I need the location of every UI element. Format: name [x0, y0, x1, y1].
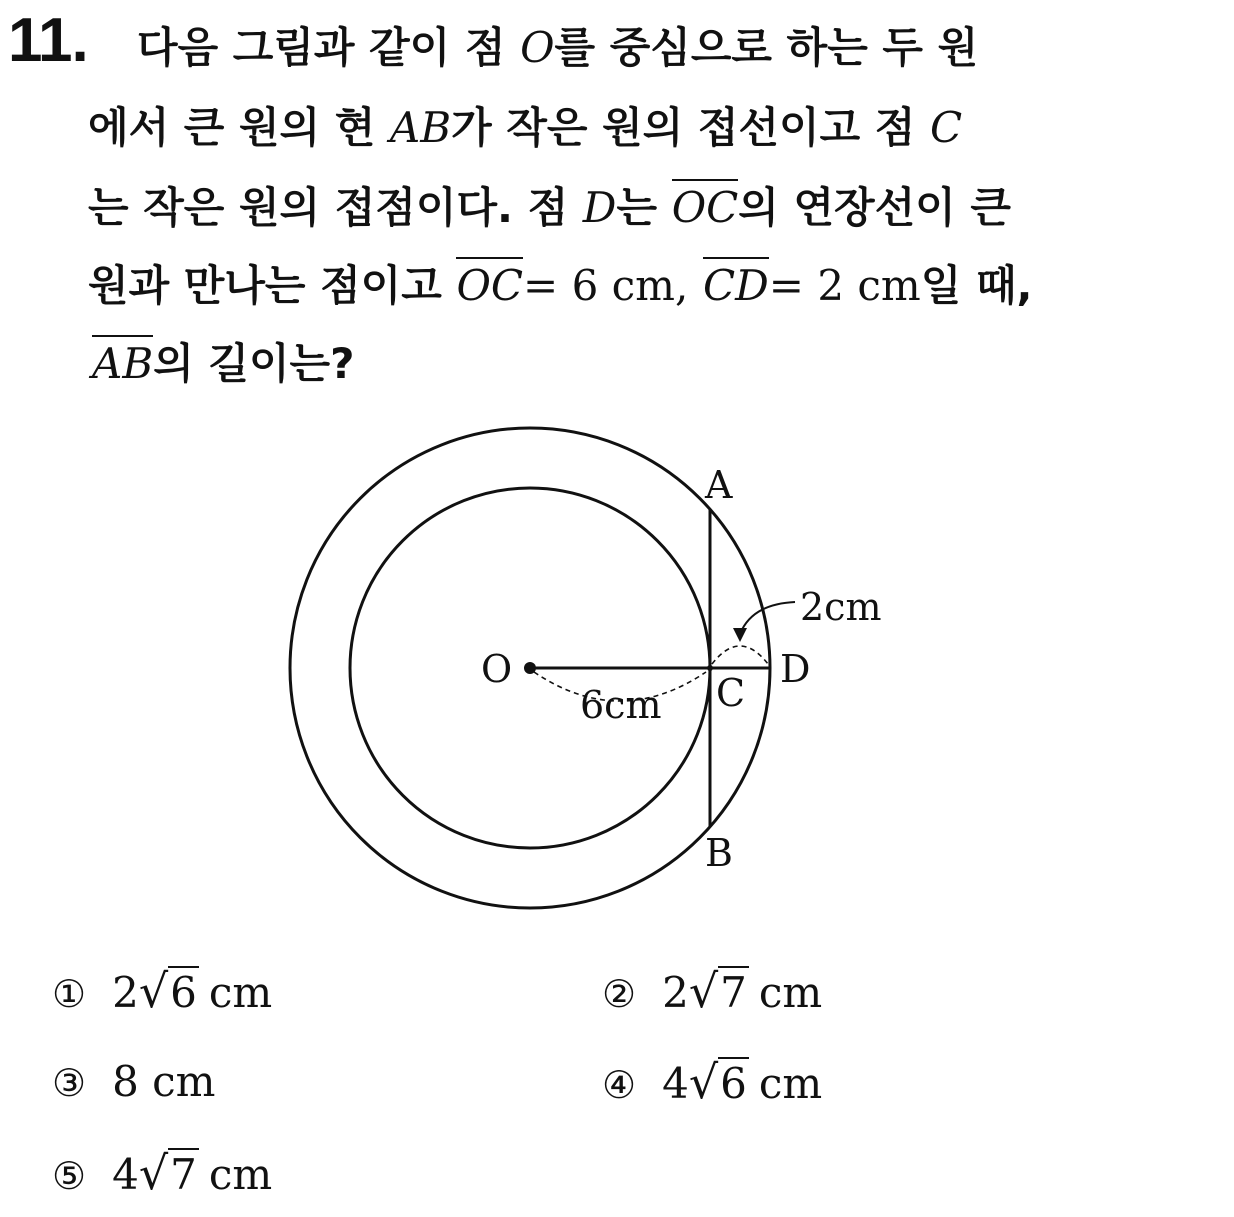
segment-oc: OC — [456, 257, 523, 310]
math-var: O — [520, 23, 555, 72]
question-text: 는 — [616, 183, 672, 232]
choice-value: 8 cm — [112, 1057, 216, 1106]
question-text: 에서 큰 원의 현 — [88, 103, 390, 152]
length-value: = 6 cm, — [523, 261, 689, 310]
segment-cd: CD — [703, 257, 769, 310]
choice-unit: cm — [208, 968, 273, 1017]
cd-dimension-arc — [712, 646, 768, 664]
choice-unit: cm — [758, 1059, 823, 1108]
question-text: 다음 그림과 같이 점 — [137, 23, 521, 72]
sqrt-icon: √7 — [138, 1146, 197, 1200]
choice-number: ⑤ — [52, 1154, 87, 1198]
choice-number: ④ — [602, 1063, 637, 1107]
question-text: 가 작은 원의 접선이고 점 — [451, 103, 930, 152]
tangent-point-c — [707, 665, 713, 671]
choice-coefficient: 2 — [112, 968, 139, 1017]
length-value: = 2 cm — [768, 261, 921, 310]
segment-oc: OC — [672, 179, 739, 232]
question-text: 일 때, — [920, 261, 1033, 310]
choice-1[interactable] — [52, 963, 272, 1022]
choice-unit: cm — [758, 968, 823, 1017]
choice-unit: cm — [208, 1150, 273, 1199]
choice-number: ② — [602, 972, 637, 1016]
question-text: 의 길이는? — [153, 339, 355, 388]
segment-ab: AB — [92, 335, 153, 388]
label-d: D — [780, 647, 811, 691]
question-number: 11. — [8, 6, 88, 75]
sqrt-icon: √7 — [688, 964, 747, 1018]
question-text: 를 중심으로 하는 두 원 — [554, 23, 979, 72]
sqrt-icon: √6 — [138, 964, 197, 1018]
choice-radicand: 7 — [720, 968, 747, 1017]
choice-radicand: 6 — [720, 1059, 747, 1108]
label-a: A — [705, 463, 733, 507]
choice-number: ③ — [52, 1061, 87, 1105]
question-text: 는 작은 원의 접점이다. 점 — [88, 183, 583, 232]
sqrt-icon: √6 — [688, 1055, 747, 1109]
label-b: B — [705, 831, 733, 875]
math-var: AB — [389, 103, 452, 152]
label-cd-length: 2cm — [800, 585, 882, 629]
question-text: 원과 만나는 점이고 — [88, 261, 457, 310]
math-var: D — [582, 183, 617, 232]
choice-3[interactable] — [52, 1054, 216, 1111]
choice-2[interactable] — [602, 963, 822, 1022]
choice-coefficient: 2 — [662, 968, 689, 1017]
label-oc-length: 6cm — [580, 683, 662, 727]
choice-number: ① — [52, 972, 87, 1016]
choice-radicand: 7 — [170, 1150, 197, 1199]
question-text: 의 연장선이 큰 — [738, 183, 1011, 232]
label-o: O — [481, 647, 513, 691]
choice-coefficient: 4 — [662, 1059, 689, 1108]
choice-5[interactable] — [52, 1145, 272, 1204]
choice-4[interactable] — [602, 1054, 822, 1113]
choice-radicand: 6 — [170, 968, 197, 1017]
label-c: C — [716, 671, 746, 715]
math-var: C — [929, 103, 963, 152]
choice-coefficient: 4 — [112, 1150, 139, 1199]
arrowhead-icon — [733, 628, 747, 642]
